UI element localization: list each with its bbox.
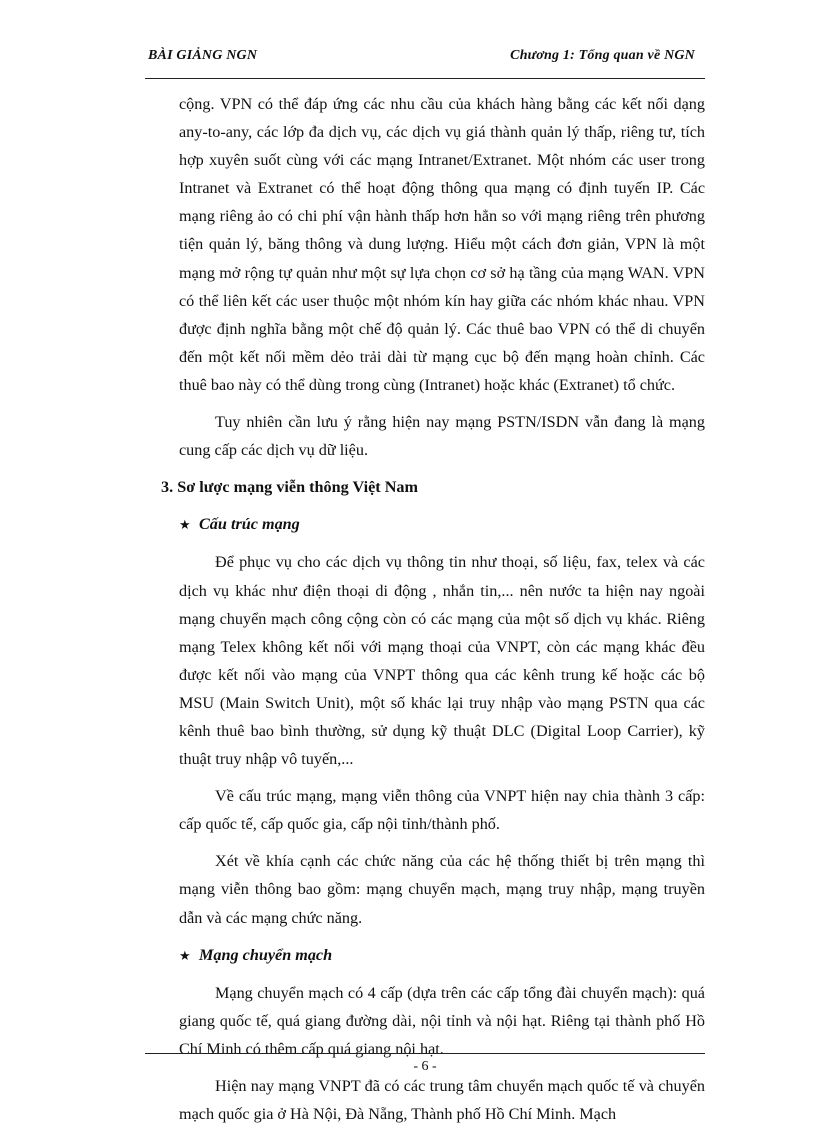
paragraph-vpn: cộng. VPN có thể đáp ứng các nhu cầu của khách hàng bằng các kết nối dạng any-to-any, các lớp đa dịch vụ, các dịch vụ giá thành quản lý thấp, riêng tư, tích hợp xuyên suốt cùng với các mạng Intranet/Extranet. Một nhóm các user trong Intranet và Extranet có thể hoạt động thông qua mạng có định tuyến IP. Các mạng riêng ảo có chi phí vận hành thấp hơn hẳn so với mạng riêng trên phương tiện quản lý, băng thông và dung lượng. Hiểu một cách đơn giản, VPN là một mạng mở rộng tự quản như một sự lựa chọn cơ sở hạ tầng của mạng WAN. VPN có thể liên kết các user thuộc một nhóm kín hay giữa các nhóm khác nhau. VPN được định nghĩa bằng một chế độ quản lý. Các thuê bao VPN có thể di chuyển đến một kết nối mềm dẻo trải dài từ mạng cục bộ đến mạng hoàn chỉnh. Các thuê bao này có thể dùng trong cùng (Intranet) hoặc khác (Extranet) tổ chức. xyxy=(179,95,705,394)
header-chapter-title: Chương 1: Tổng quan về NGN xyxy=(510,48,695,63)
header-rule xyxy=(145,78,705,79)
subheading-network-structure xyxy=(179,510,705,539)
footer-rule xyxy=(145,1053,705,1054)
paragraph-levels: Về cấu trúc mạng, mạng viễn thông của VNPT hiện nay chia thành 3 cấp: cấp quốc tế, cấp quốc gia, cấp nội tỉnh/thành phố. xyxy=(179,787,705,834)
header-course-title: BÀI GIẢNG NGN xyxy=(148,48,258,63)
page-number: - 6 - xyxy=(413,1059,437,1074)
subheading-switching-network-label: Mạng chuyển mạch xyxy=(199,945,333,964)
paragraph-switching-levels: Mạng chuyển mạch có 4 cấp (dựa trên các cấp tổng đài chuyển mạch): quá giang quốc tế, quá giang đường dài, nội tỉnh và nội hạt. Riêng tại thành phố Hồ Chí Minh có thêm cấp quá giang nội hạt. xyxy=(179,983,705,1058)
subheading-network-structure-label: Cấu trúc mạng xyxy=(199,515,300,534)
page-body xyxy=(161,90,705,1128)
star-icon: ★ xyxy=(179,947,191,963)
star-icon: ★ xyxy=(179,517,191,533)
paragraph-functions: Xét về khía cạnh các chức năng của các hệ thống thiết bị trên mạng thì mạng viễn thông bao gồm: mạng chuyển mạch, mạng truy nhập, mạng truyền dẫn và các mạng chức năng. xyxy=(179,852,705,927)
page-header xyxy=(145,48,705,72)
section-heading-3: 3. Sơ lược mạng viễn thông Việt Nam xyxy=(161,478,418,497)
subheading-switching-network xyxy=(179,941,705,970)
paragraph-pstn-note: Tuy nhiên cần lưu ý rằng hiện nay mạng PSTN/ISDN vẫn đang là mạng cung cấp các dịch vụ dữ liệu. xyxy=(179,413,705,460)
paragraph-switching-centers: Hiện nay mạng VNPT đã có các trung tâm chuyển mạch quốc tế và chuyển mạch quốc gia ở Hà Nội, Đà Nẵng, Thành phố Hồ Chí Minh. Mạch xyxy=(179,1077,705,1124)
paragraph-services: Để phục vụ cho các dịch vụ thông tin như thoại, số liệu, fax, telex và các dịch vụ khác như điện thoại di động , nhắn tin,... nên nước ta hiện nay ngoài mạng chuyển mạch công cộng còn có các mạng của một số dịch vụ khác. Riêng mạng Telex không kết nối với mạng thoại của VNPT, còn các mạng khác đều được kết nối vào mạng của VNPT thông qua các kênh trung kế hoặc các bộ MSU (Main Switch Unit), một số khác lại truy nhập vào mạng PSTN qua các kênh thuê bao bình thường, sử dụng kỹ thuật DLC (Digital Loop Carrier), kỹ thuật truy nhập vô tuyến,... xyxy=(179,553,705,769)
